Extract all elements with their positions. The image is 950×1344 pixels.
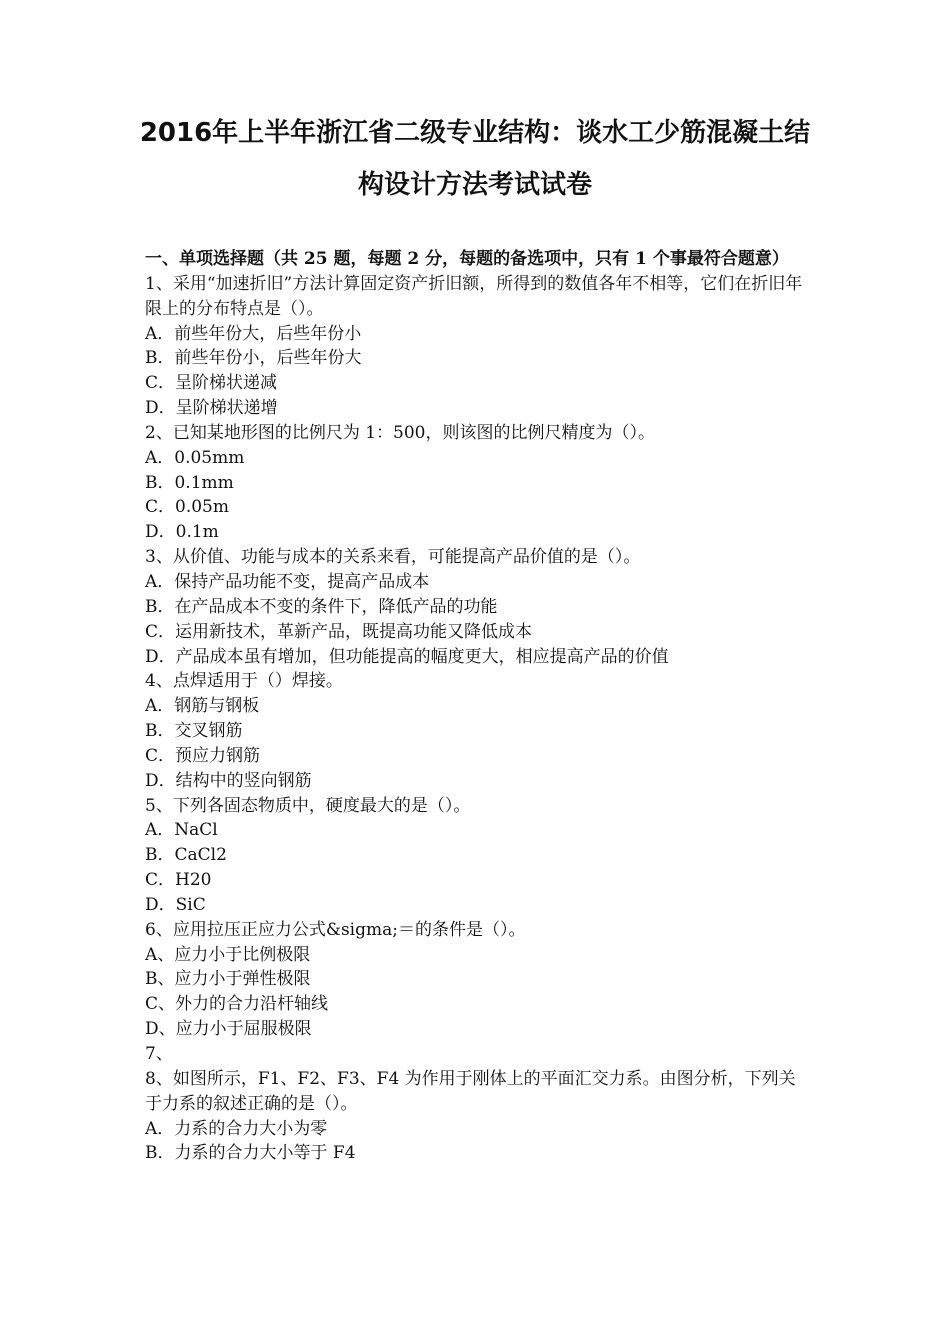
option-2a: A．0.05mm [145, 447, 245, 468]
option-3c: C．运用新技术，革新产品，既提高功能又降低成本 [145, 621, 533, 642]
document-title-line-2: 构设计方法考试试卷 [357, 170, 592, 200]
option-8a: A．力系的合力大小为零 [145, 1118, 328, 1139]
option-6b: B、应力小于弹性极限 [145, 969, 311, 990]
question-8: 8、如图所示，F1、F2、F3、F4 为作用于刚体上的平面汇交力系。由图分析，下列关于力系的叙述正确的是（）。 [145, 1068, 796, 1114]
document-body [145, 247, 810, 1166]
question-7: 7、 [145, 1044, 173, 1064]
option-1b: B．前些年份小，后些年份大 [145, 348, 362, 369]
option-5a: A．NaCl [145, 820, 218, 841]
question-3: 3、从价值、功能与成本的关系来看，可能提高产品价值的是（）。 [145, 547, 641, 568]
question-6: 6、应用拉压正应力公式&sigma;＝的条件是（）。 [145, 919, 526, 940]
option-1a: A．前些年份大，后些年份小 [145, 323, 362, 344]
option-2c: C．0.05m [145, 497, 229, 518]
question-5: 5、下列各固态物质中，硬度最大的是（）。 [145, 795, 471, 816]
option-4c: C．预应力钢筋 [145, 745, 261, 766]
option-3b: B．在产品成本不变的条件下，降低产品的功能 [145, 596, 498, 617]
option-6c: C、外力的合力沿杆轴线 [145, 994, 329, 1015]
option-1d: D．呈阶梯状递增 [145, 398, 278, 419]
option-1c: C．呈阶梯状递减 [145, 373, 278, 394]
option-5b: B．CaCl2 [145, 845, 227, 866]
document-title-line-1: 2016年上半年浙江省二级专业结构：谈水工少筋混凝土结 [139, 118, 811, 148]
option-3a: A．保持产品功能不变，提高产品成本 [145, 571, 430, 592]
option-4d: D．结构中的竖向钢筋 [145, 770, 312, 791]
section-heading: 一、单项选择题（共 25 题，每题 2 分，每题的备选项中，只有 1 个事最符合题意） [145, 249, 789, 269]
option-4b: B．交叉钢筋 [145, 721, 243, 742]
option-4a: A．钢筋与钢板 [145, 696, 260, 717]
option-5d: D．SiC [145, 894, 206, 915]
question-1: 1、采用“加速折旧”方法计算固定资产折旧额，所得到的数值各年不相等，它们在折旧年限上的分布特点是（）。 [145, 273, 803, 319]
question-2: 2、已知某地形图的比例尺为 1：500，则该图的比例尺精度为（）。 [145, 422, 655, 443]
option-2d: D．0.1m [145, 522, 219, 543]
option-6d: D、应力小于屈服极限 [145, 1019, 312, 1040]
option-8b: B．力系的合力大小等于 F4 [145, 1143, 356, 1164]
option-3d: D．产品成本虽有增加，但功能提高的幅度更大，相应提高产品的价值 [145, 646, 669, 667]
option-2b: B．0.1mm [145, 472, 234, 493]
option-6a: A、应力小于比例极限 [145, 944, 311, 965]
question-4: 4、点焊适用于（）焊接。 [145, 671, 343, 692]
option-5c: C．H20 [145, 870, 212, 891]
